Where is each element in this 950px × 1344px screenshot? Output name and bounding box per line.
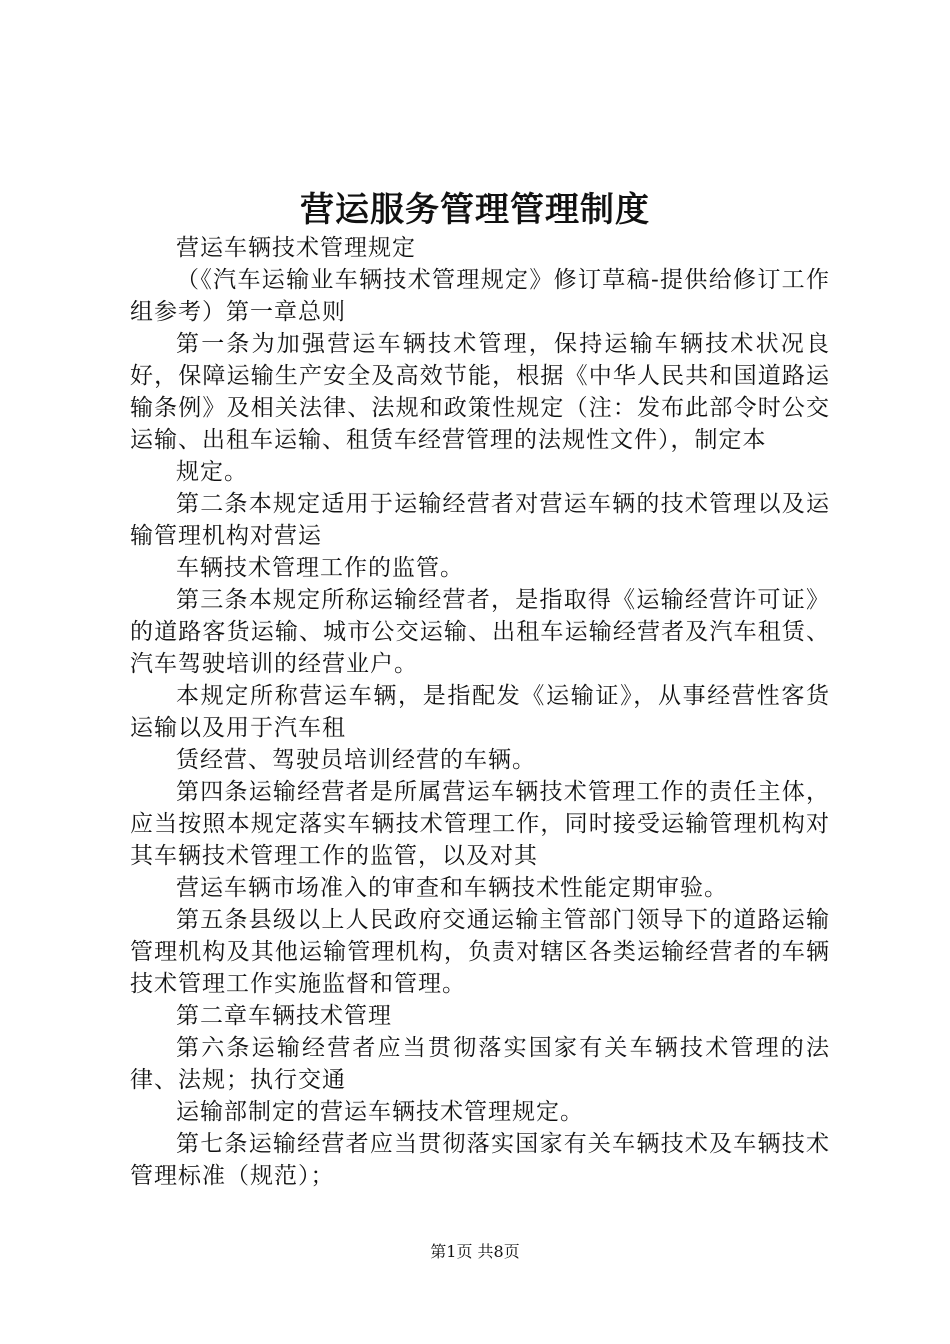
paragraph: 第一条为加强营运车辆技术管理，保持运输车辆技术状况良好，保障运输生产安全及高效节能，根据《中华人民共和国道路运输条例》及相关法律、法规和政策性规定（注：发布此部令时公交运输、出租车运输、租赁车经营管理的法规性文件），制定本 — [130, 331, 830, 453]
paragraph: 第四条运输经营者是所属营运车辆技术管理工作的责任主体，应当按照本规定落实车辆技术管理工作，同时接受运输管理机构对其车辆技术管理工作的监管，以及对其 — [130, 779, 830, 869]
document-title: 营运服务管理管理制度 — [300, 190, 650, 230]
paragraph: 车辆技术管理工作的监管。 — [176, 555, 464, 581]
paragraph: 营运车辆市场准入的审查和车辆技术性能定期审验。 — [176, 875, 728, 901]
document-body — [130, 232, 830, 1192]
paragraph: 第七条运输经营者应当贯彻落实国家有关车辆技术及车辆技术管理标准（规范）； — [130, 1131, 830, 1189]
paragraph: 第二条本规定适用于运输经营者对营运车辆的技术管理以及运输管理机构对营运 — [130, 491, 830, 549]
paragraph: （《汽车运输业车辆技术管理规定》修订草稿-提供给修订工作组参考）第一章总则 — [130, 267, 830, 325]
paragraph: 第六条运输经营者应当贯彻落实国家有关车辆技术管理的法律、法规；执行交通 — [130, 1035, 830, 1093]
paragraph: 本规定所称营运车辆，是指配发《运输证》，从事经营性客货运输以及用于汽车租 — [130, 683, 830, 741]
paragraph: 赁经营、驾驶员培训经营的车辆。 — [176, 747, 536, 773]
paragraph: 第五条县级以上人民政府交通运输主管部门领导下的道路运输管理机构及其他运输管理机构，负责对辖区各类运输经营者的车辆技术管理工作实施监督和管理。 — [130, 907, 830, 997]
page-number: 第1页 共8页 — [430, 1242, 520, 1261]
paragraph: 规定。 — [176, 459, 248, 485]
chapter-heading: 第二章车辆技术管理 — [176, 1003, 392, 1029]
paragraph: 营运车辆技术管理规定 — [176, 235, 416, 261]
paragraph: 第三条本规定所称运输经营者，是指取得《运输经营许可证》的道路客货运输、城市公交运输、出租车运输经营者及汽车租赁、汽车驾驶培训的经营业户。 — [130, 587, 830, 677]
paragraph: 运输部制定的营运车辆技术管理规定。 — [176, 1099, 584, 1125]
